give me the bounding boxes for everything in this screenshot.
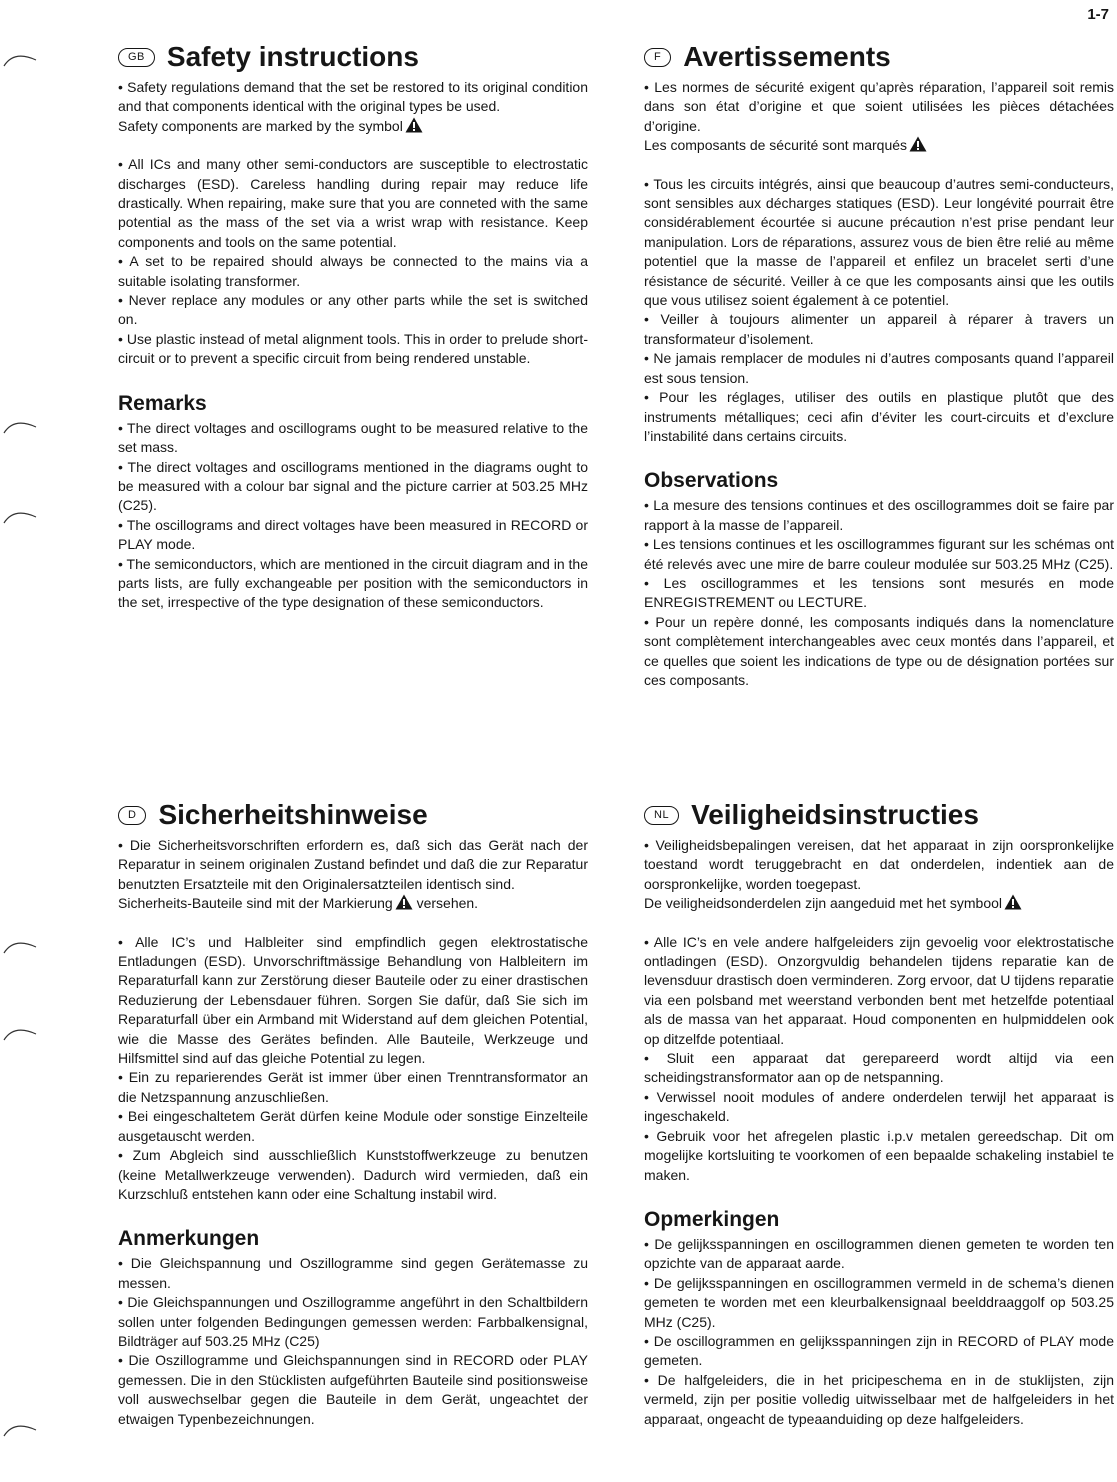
section-title-text: Safety instructions <box>166 41 419 72</box>
section-title <box>644 40 1114 74</box>
paragraph: • The semiconductors, which are mentioned in the circuit diagram and in the parts lists, are fully exchangeable per position with the semiconductors in the set, irrespective of the type designation of these semiconductors. <box>118 555 588 611</box>
paragraph: • Zum Abgleich sind ausschließlich Kunststoffwerkzeuge zu benutzen (keine Metallwerkzeuge verwenden). Dadurch wird vermieden, daß ein Kurzschluß entstehen kann oder eine Schaltung instabil wird. <box>118 1147 588 1202</box>
margin-mark <box>0 48 40 68</box>
paragraph: • Die Gleichspannung und Oszillogramme sind gegen Gerätemasse zu messen. <box>118 1255 588 1291</box>
language-badge: NL <box>644 806 679 825</box>
margin-mark <box>0 1418 40 1438</box>
page-number: 1-7 <box>1087 6 1109 23</box>
paragraph: • Ne jamais remplacer de modules ni d’autres composants quand l’appareil est sous tension. <box>644 350 1114 386</box>
paragraph-text: Safety components are marked by the symbol <box>118 117 403 134</box>
paragraph: • Use plastic instead of metal alignment tools. This in order to prelude short-circuit or to prevent a specific circuit from being rendered unstable. <box>118 330 588 367</box>
remarks-title: Opmerkingen <box>644 1207 780 1231</box>
language-badge: GB <box>118 48 155 67</box>
remarks-title: Observations <box>644 469 779 493</box>
paragraph: • The direct voltages and oscillograms mentioned in the diagrams ought to be measured with a colour bar signal and the picture carrier at 503.25 MHz (C25). <box>118 458 588 514</box>
paragraph: • Sluit een apparaat dat gerepareerd wordt altijd via een scheidingstransformator aan op de netspanning. <box>644 1050 1114 1086</box>
paragraph: • La mesure des tensions continues et des oscillogrammes doit se faire par rapport à la masse de l’appareil. <box>644 497 1114 533</box>
section-title <box>118 798 588 832</box>
paragraph: • Gebruik voor het afregelen plastic i.p.v metalen gereedschap. Dit om mogelijke kortsluiting te voorkomen of een bepaalde schakeling instabiel te maken. <box>644 1127 1114 1183</box>
warning-triangle-icon <box>909 136 927 152</box>
section-english <box>118 40 588 613</box>
paragraph: • All ICs and many other semi-conductors are susceptible to electrostatic discharges (ESD). Careless handling during repair may reduce life drastically. When repairing, make sure that you are conneted with the same potential as the mass of the set via a wrist wrap with resistance. Keep components and tools on the same potential. <box>118 156 588 250</box>
section-german <box>118 798 588 1429</box>
margin-mark <box>0 505 40 525</box>
paragraph: • Die Sicherheitsvorschriften erfordern es, daß sich das Gerät nach der Reparatur in seinem originalen Zustand befindet und daß die zur Reparatur benutzten Ersatzteile mit den Originalersatzteilen identisch sind. <box>118 837 588 892</box>
paragraph: • De gelijksspanningen en oscillogrammen vermeld in de schema’s dienen gemeten te worden met een kleurbalkensignaal beelddraaggolf op 503.25 MHz (C25). <box>644 1274 1114 1330</box>
warning-triangle-icon <box>405 117 423 133</box>
paragraph <box>644 894 1114 913</box>
section-title-text: Avertissements <box>683 41 891 72</box>
paragraph: • A set to be repaired should always be connected to the mains via a suitable isolating transformer. <box>118 253 588 289</box>
paragraph: • The oscillograms and direct voltages have been measured in RECORD or PLAY mode. <box>118 516 588 553</box>
margin-mark <box>0 1022 40 1042</box>
paragraph: • Les oscillogrammes et les tensions sont mesurés en mode ENREGISTREMENT ou LECTURE. <box>644 574 1114 611</box>
paragraph: • Never replace any modules or any other parts while the set is switched on. <box>118 292 588 328</box>
paragraph: • Veiller à toujours alimenter un appareil à réparer à travers un transformateur d’isolement. <box>644 311 1114 347</box>
paragraph: • Pour les réglages, utiliser des outils en plastique plutôt que des instruments métalliques; ceci afin d’éviter les court-circuits et d’exclure l’instabilité dans certains circuits. <box>644 389 1114 444</box>
margin-mark <box>0 935 40 955</box>
remarks-title: Anmerkungen <box>118 1227 260 1251</box>
paragraph: • The direct voltages and oscillograms ought to be measured relative to the set mass. <box>118 419 588 456</box>
paragraph: • Die Gleichspannungen und Oszillogramme angeführt in den Schaltbildern sollen unter folgenden Bedingungen gemessen werden: Farbbalkensignal, Bildträger auf 503.25 MHz (C25) <box>118 1294 588 1349</box>
remarks-title: Remarks <box>118 391 207 415</box>
paragraph: • De halfgeleiders, die in het pricipeschema en in de stuklijsten, zijn vermeld, zijn per positie volledig uitwisselbaar met de halfgeleiders in het apparaat, ongeacht de typeaanduiding op deze halfgeleiders. <box>644 1371 1114 1427</box>
paragraph: • Alle IC’s und Halbleiter sind empfindlich gegen elektrostatische Entladungen (ESD). Unvorschriftmässige Behandlung von Halbleitern im Reparaturfall kann zur Zerstörung dieser Bauteile oder zu einer drastischen Reduzierung der Lebensdauer führen. Sorgen Sie dafür, daß Sie sich im Reparaturfall über ein Armband mit Widerstand auf dem gleichen Potential, wie die Masse des Gerätes befinden. Alle Bauteile, Werkzeuge und Hilfsmittel sind auf das gleiche Potential zu legen. <box>118 933 588 1067</box>
paragraph: • Alle IC’s en vele andere halfgeleiders zijn gevoelig voor elektrostatische ontladingen (ESD). Onzorgvuldig behandelen tijdens reparatie kan de levensduur drastisch doen verminderen. Zorg ervoor, dat U tijdens reparatie via een polsband met weerstand verbonden bent met hetzelfde potentiaal als de massa van het apparaat. Houd componenten en hulpmiddelen ook op ditzelfde potentiaal. <box>644 933 1114 1047</box>
section-title <box>118 40 588 74</box>
paragraph: • De gelijksspanningen en oscillogrammen dienen gemeten te worden ten opzichte van de apparaat aarde. <box>644 1235 1114 1272</box>
paragraph-text: Sicherheits-Bauteile sind mit der Markierung <box>118 895 393 912</box>
language-badge: D <box>118 806 146 825</box>
warning-triangle-icon <box>395 894 413 910</box>
section-title-text: Sicherheitshinweise <box>158 799 428 830</box>
paragraph: • Die Oszillogramme und Gleichspannungen sind in RECORD oder PLAY gemessen. Die in den Stücklisten aufgeführten Bauteile sind positionsweise voll auswechselbar gegen die Bauteile in dem Gerät, ungeachtet der etwaigen Typenbezeichnungen. <box>118 1352 588 1427</box>
paragraph-text: De veiligheidsonderdelen zijn aangeduid met het symbool <box>644 895 1003 912</box>
paragraph <box>118 894 588 913</box>
paragraph: • Tous les circuits intégrés, ainsi que beaucoup d’autres semi-conducteurs, sont sensibles aux décharges statiques (ESD). Leur longévité pourrait être considérablement écourtée si aucune précaution n’est prise pendant leur manipulation. Lors de réparations, assurez vous de bien être relié au même potentiel que la masse de l’appareil et enfilez un bracelet serti d’une résistance de sécurité. Veiller à ce que les composants ainsi que les outils que vous utilisez soient également à ce potentiel. <box>644 175 1114 309</box>
paragraph: • Bei eingeschaltetem Gerät dürfen keine Module oder sonstige Einzelteile ausgetauscht werden. <box>118 1108 588 1144</box>
section-dutch <box>644 798 1114 1429</box>
paragraph-text: versehen. <box>416 895 479 912</box>
margin-mark <box>0 415 40 435</box>
warning-triangle-icon <box>1004 894 1022 910</box>
paragraph: • Les normes de sécurité exigent qu’après réparation, l’appareil soit remis dans son état d’origine et que soient utilisées les pièces détachées d’origine. <box>644 79 1114 134</box>
section-title-text: Veiligheidsinstructies <box>691 799 979 830</box>
language-badge: F <box>644 48 671 67</box>
paragraph: • Ein zu reparierendes Gerät ist immer über einen Trenntransformator an die Netzspannung anzuschließen. <box>118 1069 588 1105</box>
paragraph: • Safety regulations demand that the set be restored to its original condition and that components identical with the original types be used. <box>118 79 588 115</box>
paragraph: • Les tensions continues et les oscillogrammes figurant sur les schémas ont été relevés avec une mire de barre couleur modulée sur 503.25 MHz (C25). <box>644 536 1114 572</box>
paragraph: • De oscillogrammen en gelijksspanningen zijn in RECORD of PLAY mode gemeten. <box>644 1332 1114 1369</box>
paragraph: • Pour un repère donné, les composants indiqués dans la nomenclature sont complètement interchangeables avec ceux montés dans l’appareil, et ce quelles que soient les indications de type ou de désignation portées sur ces composants. <box>644 613 1114 688</box>
paragraph: • Veiligheidsbepalingen vereisen, dat het apparaat in zijn oorspronkelijke toestand wordt teruggebracht en dat onderdelen, indentiek aan de oorspronkelijke, worden toegepast. <box>644 837 1114 892</box>
paragraph <box>118 117 588 136</box>
section-title <box>644 798 1114 832</box>
section-french <box>644 40 1114 690</box>
paragraph: • Verwissel nooit modules of andere onderdelen terwijl het apparaat is ingeschakeld. <box>644 1088 1114 1125</box>
paragraph-text: Les composants de sécurité sont marqués <box>644 137 908 154</box>
paragraph <box>644 136 1114 155</box>
